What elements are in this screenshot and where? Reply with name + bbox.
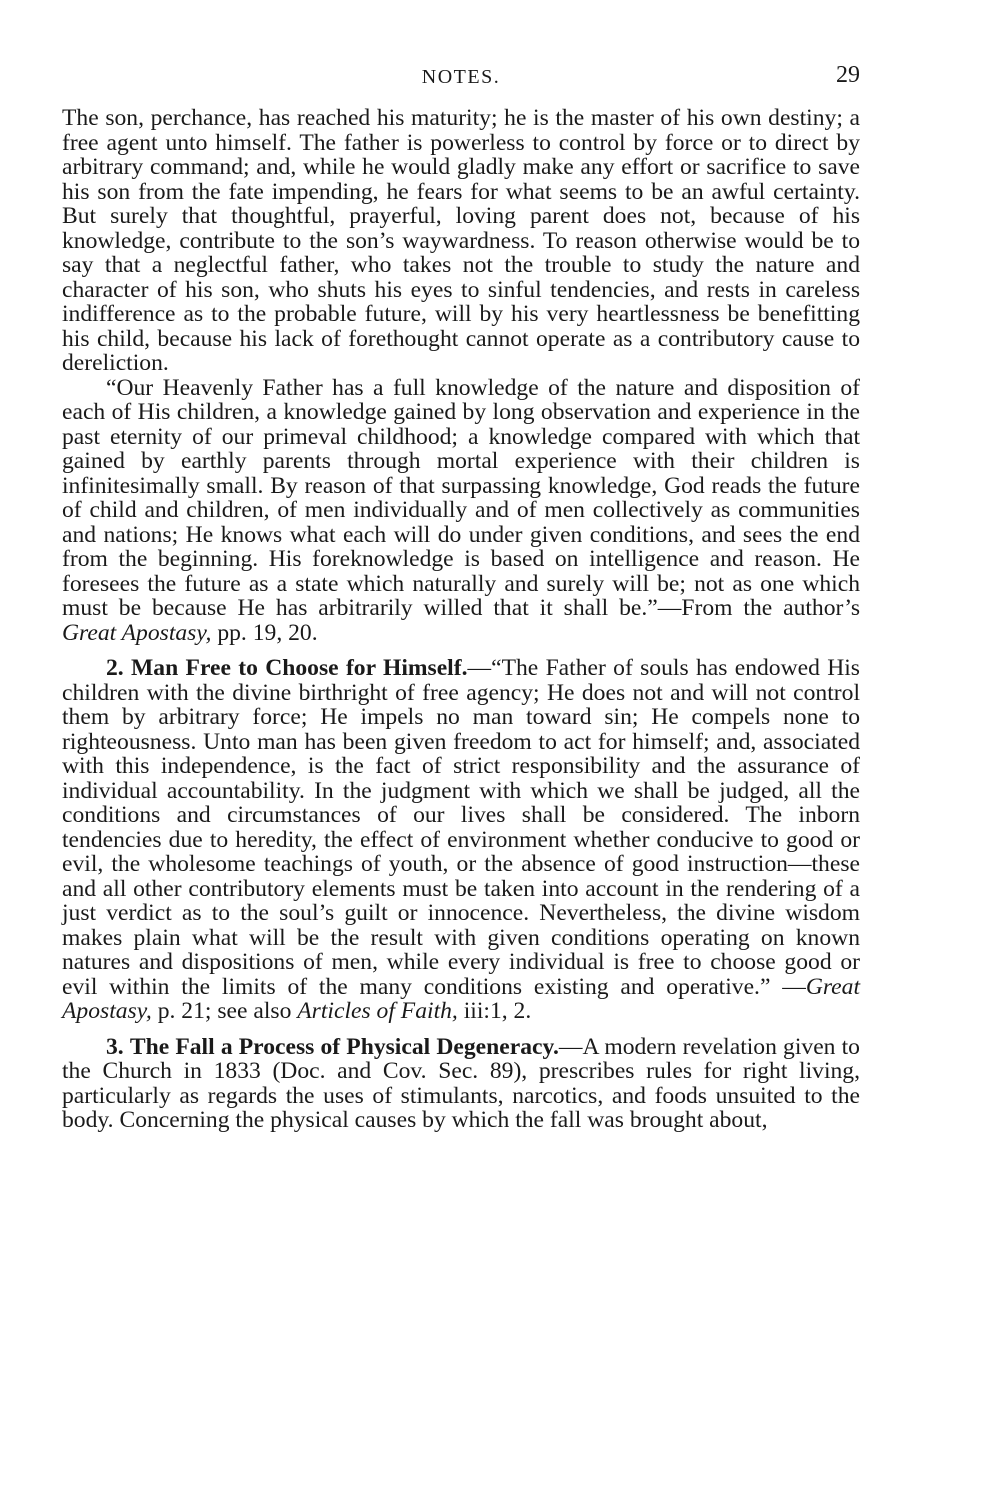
citation-pages: pp. 19, 20. — [211, 619, 318, 646]
book-page — [62, 0, 860, 1133]
quote-text: “Our Heavenly Father has a full knowledge of the nature and disposition of each of His children, a knowledge gained by long observation and experience in the past eternity of our primeval childhood; a knowledge compared with which that gained by earthly parents through mortal experience with their children is infinitesimally small. By reason of that surpassing knowledge, God reads the future of child and children, of men individually and of men collectively as communities and nations; He knows what each will do under given conditions, and sees the end from the beginning. His foreknowledge is based on intelligence and reason. He foresees the future as a state which naturally and surely will be; not as one which must be because He has arbitrarily willed that it shall be.”—From the author’s — [62, 374, 860, 621]
running-title: NOTES. — [421, 66, 501, 88]
citation-title: Great Apostasy, — [62, 619, 212, 646]
paragraph-text: The son, perchance, has reached his maturity; he is the master of his own destiny; a free agent unto himself. The father is powerless to control by force or to direct by arbitrary command; and, while he would gladly make any effort or sacrifice to save his son from the fate impending, he fears for what seems to be an awful certainty. But surely that thoughtful, prayerful, loving parent does not, because of his knowledge, contribute to the son’s waywardness. To reason otherwise would be to say that a neglectful father, who takes not the trouble to study the nature and character of his son, who shuts his eyes to sinful tendencies, and rests in careless indifference as to the probable future, will by his very heartlessness be benefitting his child, because his lack of forethought cannot operate as a contributory cause to dereliction. — [62, 105, 860, 376]
note-2-ref-articles-of-faith: Articles of Faith, — [297, 998, 458, 1024]
note-2-ref-middle: p. 21; see also — [151, 998, 298, 1024]
note-2-text: —“The Father of souls has endowed His children with the divine birthright of free agency; He does not and will not control them by arbitrary force; He impels no man toward sin; He compels none to righteousness. Unto man has been given freedom to act for himself; and, associated with this independence, is the fact of strict responsibility and the assurance of individual accountability. In the judgment with which we shall be judged, all the conditions and circumstances of our lives shall be considered. The inborn tendencies due to heredity, the effect of environment whether conducive to good or evil, the wholesome teachings of youth, or the absence of good instruction—these and all other contributory elements must be taken into account in the rendering of a just verdict as to the soul’s guilt or innocence. Nevertheless, the divine wisdom makes plain what will be the result with given conditions operating on known natures and dispositions of men, while every individual is free to choose good or evil within the limits of the many conditions existing and operative.” — [62, 655, 860, 1000]
paragraph-son-maturity — [62, 106, 860, 376]
note-2-number: 2. — [106, 655, 124, 681]
note-2-heading: Man Free to Choose for Himself. — [131, 655, 468, 681]
note-2-ref-great-apostasy: Great Apostasy, — [62, 973, 860, 1024]
note-2-ref-end: iii:1, 2. — [457, 998, 532, 1024]
note-3-number: 3. — [106, 1033, 124, 1060]
note-3-heading: The Fall a Process of Physical Degeneracy. — [129, 1033, 559, 1060]
note-3-text: —A modern revelation given to the Church in 1833 (Doc. and Cov. Sec. 89), prescribes rules for right living, particularly as regards the uses of stimulants, narcotics, and foods unsuited to the body. Concerning the physical causes by which the fall was brought about, — [62, 1033, 860, 1133]
note-2-ref-dash: — — [782, 973, 806, 1000]
paragraph-heavenly-father-quote — [62, 376, 860, 646]
page-number: 29 — [836, 62, 860, 88]
note-3-fall-physical-degeneracy — [62, 1035, 860, 1133]
running-head — [62, 0, 860, 106]
note-2-man-free-to-choose — [62, 656, 860, 1024]
